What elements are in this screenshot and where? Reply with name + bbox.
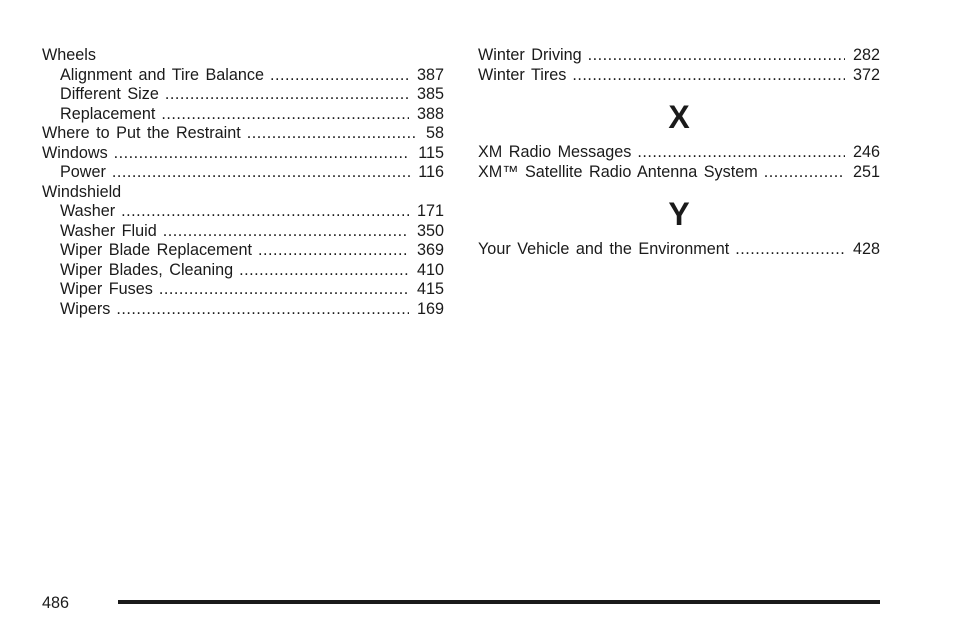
dot-leader <box>258 241 409 261</box>
entry-label: Windows <box>42 143 108 162</box>
index-entry <box>478 66 880 86</box>
entry-page-number: 369 <box>416 241 444 259</box>
footer-rule <box>118 600 880 604</box>
entry-page-number: 115 <box>418 143 444 162</box>
dot-leader <box>572 66 845 86</box>
index-entry <box>42 241 444 261</box>
index-entry <box>42 144 444 164</box>
entry-page-number: 251 <box>852 162 880 181</box>
entry-label: Wiper Blades, Cleaning <box>60 260 234 279</box>
index-column-left <box>42 46 444 319</box>
entry-page-number: 116 <box>418 163 444 181</box>
entry-page-number: 415 <box>416 280 444 298</box>
entry-page-number: 171 <box>416 202 444 220</box>
index-entry <box>42 222 444 242</box>
dot-leader <box>165 85 409 105</box>
index-entry <box>42 300 444 320</box>
section-letter-y: Y <box>668 196 690 232</box>
index-entry <box>478 240 880 260</box>
entry-label: Power <box>60 163 106 181</box>
index-entry <box>42 124 444 144</box>
entry-page-number: 410 <box>416 260 444 279</box>
dot-leader <box>159 280 409 300</box>
entry-label: Different Size <box>60 85 159 103</box>
dot-leader <box>270 66 409 86</box>
index-heading-wheels: Wheels <box>42 46 96 64</box>
entry-label: Winter Tires <box>478 65 567 84</box>
entry-label: Washer Fluid <box>60 221 157 240</box>
entry-label: Where to Put the Restraint <box>42 124 241 142</box>
entry-label: Alignment and Tire Balance <box>60 65 264 84</box>
entry-page-number: 387 <box>416 65 444 84</box>
entry-page-number: 169 <box>416 299 444 318</box>
dot-leader <box>112 163 410 183</box>
entry-label: Replacement <box>60 104 156 123</box>
entry-label: Your Vehicle and the Environment <box>478 240 730 258</box>
dot-leader <box>116 300 409 320</box>
entry-page-number: 428 <box>852 240 880 258</box>
dot-leader <box>247 124 418 144</box>
page-number: 486 <box>42 594 70 612</box>
entry-label: Wiper Fuses <box>60 280 153 298</box>
dot-leader <box>163 222 409 242</box>
index-entry <box>478 46 880 66</box>
index-entry <box>42 280 444 300</box>
index-entry <box>42 105 444 125</box>
dot-leader <box>764 163 845 183</box>
index-entry <box>42 202 444 222</box>
entry-label: Washer <box>60 202 116 220</box>
dot-leader <box>161 105 409 125</box>
index-entry <box>478 163 880 183</box>
index-entry <box>478 143 880 163</box>
entry-label: XM Radio Messages <box>478 143 632 161</box>
entry-label: Wiper Blade Replacement <box>60 241 253 259</box>
dot-leader <box>121 202 409 222</box>
dot-leader <box>114 144 411 164</box>
dot-leader <box>239 261 409 281</box>
index-entry <box>42 163 444 183</box>
dot-leader <box>637 143 845 163</box>
entry-page-number: 385 <box>416 85 444 103</box>
entry-label: XM™ Satellite Radio Antenna System <box>478 162 758 181</box>
index-entry <box>42 85 444 105</box>
index-entry <box>42 66 444 86</box>
dot-leader <box>588 46 845 66</box>
entry-label: Wipers <box>60 299 111 318</box>
index-column-right <box>478 46 880 260</box>
index-entry <box>42 261 444 281</box>
entry-page-number: 246 <box>852 143 880 161</box>
entry-page-number: 372 <box>852 65 880 84</box>
dot-leader <box>735 240 845 260</box>
entry-label: Winter Driving <box>478 46 582 64</box>
entry-page-number: 282 <box>852 46 880 64</box>
entry-page-number: 58 <box>425 124 444 142</box>
section-letter-x: X <box>668 99 690 135</box>
entry-page-number: 350 <box>416 221 444 240</box>
index-heading-windshield: Windshield <box>42 182 122 201</box>
entry-page-number: 388 <box>416 104 444 123</box>
